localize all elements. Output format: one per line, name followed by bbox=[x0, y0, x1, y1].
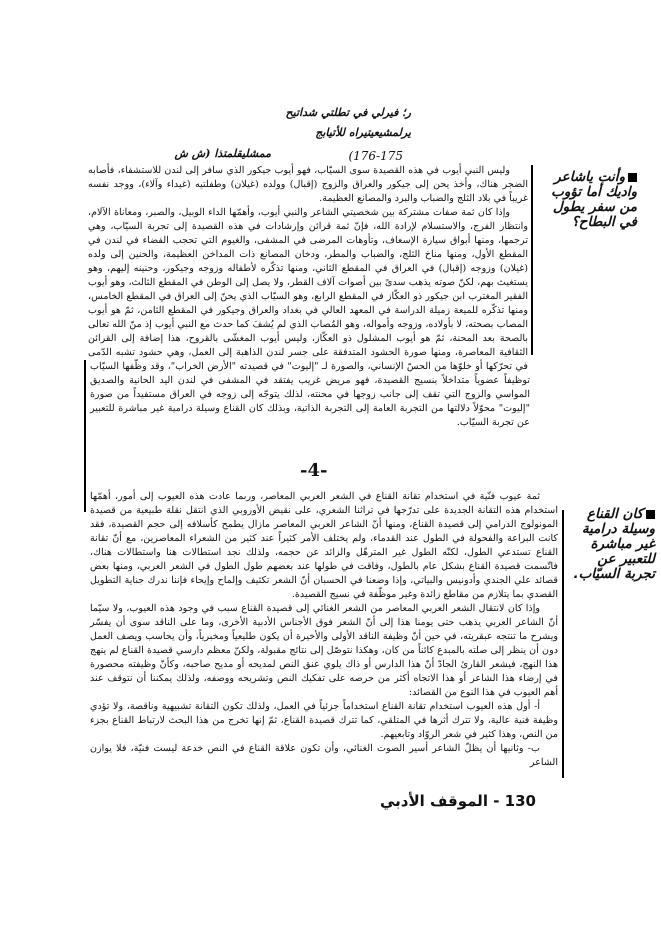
square-bullet-icon bbox=[646, 510, 655, 519]
page-footer bbox=[380, 792, 536, 810]
sidebar-quote-2: كان القناع وسيلة درامية غير مباشرة للتعبير عن تجربة السيّاب. bbox=[573, 506, 655, 582]
margin-rule-1 bbox=[531, 165, 533, 355]
sidebar-quote-1: وأنت ياشاعر واديك أما تؤوب من سفر يطول في البطاح؟ bbox=[551, 169, 637, 230]
paragraph-7: ب- وثانيها أن يظلّ الشاعر أسير الصوت الغنائي، وأن تكون علاقة القناع في النص خدعة ليست فنيّة، فلا يوازن الشاعر bbox=[90, 743, 558, 768]
footer-separator: - bbox=[493, 792, 500, 810]
footer-journal-name: الموقف الأدبي bbox=[380, 792, 488, 810]
paragraph-1: وليس النبي أيوب في هذه القصيدة سوى السيّاب، فهو أيوب جيكور الذي سافر إلى لندن للاستشفاء، فأصابه الضجر هناك، وأخذ يحن إلى جيكور والعراق والزوج (إقبال) وولده (غيلان) وطفلتيه (غيداء وآلاء)، ووجد نفسه غريباً في بلاد الثلج والضباب والبرد والمصانع العظيمة. bbox=[88, 165, 528, 204]
paragraph-2: وإذا كان ثمة صفات مشتركة بين شخصيتي الشاعر والنبي أيوب، وأهمّها الداء الوبيل، والصبر، ومعاناة الآلام، وانتظار الفرج، والاستسلام لإرادة الله، فإنّ ثمة قرائن وإرشادات في هذه القصيدة إلى تجربة السيّاب، وهي ترجمها، ومنها أبواق سيارة الإسعاف، وتأوهات المرضى في المشفى، والغيوم التي تحجب الفضاء في لندن في المقطع الأول، ومنها مناخ الثلج، والضباب والمطر، ودخان المصانع ذات المداخن العظيمة، والحنين إلى ولده (غيلان) وزوجه (إقبال) في العراق في المقطع الثاني، ومنها تذكّره لأطفاله وزوجه وجيكور، وحنينه إليهم، وهو يستغيث بهم، لكنّ صوته يذهب سدىً بين أصوات آلاف القطر، ولا يصل إلى الوطن في المقطع الثالث، وهو أيوب الفقير المغترب ابن جيكور ذو العكّاز في المقطع الرابع، وهو السيّاب الذي يحنّ إلى العراق في المقطع الخامس، ومنها تذكّره للميعة زميلة الدراسة في المعهد العالي في بغداد والعراق وجيكور في المقطع الثامن، ثمّ هو أيوب المصاب بصحته، لا بأولاده، وزوجه وأمواله، وهو المُصاب الذي لم يُشفَ كما حدث مع النبي أيوب إذ منّ الله تعالى بالصحة بعد المحنة، ثمّ هو أيوب المشلول ذو العكّاز، وليس أيوب المغشّى بالقروح، هذا إضافة إلى القرائن الثقافية المعاصرة، ومنها صورة الحشود المتدفقة على جسر لندن الذاهبة إلى العمل، وهي حشود تشبه الدّمى في bbox=[88, 207, 528, 372]
margin-rule-3 bbox=[562, 510, 564, 778]
paragraph-3: تحرّكها أو خلوّها من الحسّ الإنساني، والصورة لـ "إليوت" في قصيدته "الأرض الخراب"، وقد وظّفها السيّاب توظيفاً عضوياً متداخلاً بنسيج القصيدة، فهو مريض غريب يفتقد في المشفى في لندن اليد الحانية والصديق المواسي والزوج التي تقف إلى جانب زوجها في محنته، لذلك يتوجّه إلى زوجه في العراق مستفيداً من صورة "إليوت" محوّلاً دلالتها من التجربة العامة إلى التجربة الذاتية، وبذلك كان القناع وسيلة درامية غير مباشرة للتعبير عن تجربة السيّاب. bbox=[90, 361, 530, 428]
square-bullet-icon bbox=[628, 173, 637, 182]
margin-rule-2 bbox=[84, 360, 86, 512]
body-column-top bbox=[88, 164, 528, 374]
body-column-middle bbox=[90, 360, 530, 430]
section-number: -4- bbox=[300, 460, 328, 481]
paragraph-4: ثمة عيوب فنّية في استخدام تقانة القناع في الشعر العربي المعاصر، وربما عادت هذه العيوب إلى أمور، أهمّها استخدام هذه التقانة الجديدة على تدرّجها في تراثنا الشعري، على نقيض الأوروبي الذي انتقل نقلة طبيعية من قصيدة المونولوج الدرامي إلى قصيدة القناع، ومنها أنّ الشاعر العربي المعاصر مازال يطمح كأسلافه إلى حجم القصيدة، فقد كانت البراعة والفحولة في الطول عند القدماء، ولم يختلف الأمر كثيراً عند كثير من الشعراء المعاصرين، مع أنّ تقانة القناع تستدعي الطول، لكنّه الطول غير المترهّل والزائد عن حجمه، ولذلك نجد استطالات هنا واستطالات هناك، فاتّسمت قصيدة القناع بشكل عام بالطول، وفاقت في طولها عند بعضهم طول الطول في الشعر العربي، ومنها بعض قصائد علي الجندي وأدونيس والبياتي، وإذا وضعنا في الحسبان أنّ الشعر تكثيف وإلماح وإيحاء فإننا ندرك جناية التطويل القصدي بما يتلازم من مقاطع زائدة وغير موظّفة في نسيج القصيدة. bbox=[90, 491, 558, 600]
paragraph-6: أ- أول هذه العيوب استخدام تقانة القناع استخداماً جزئياً في العمل، ولذلك تكون التقانة تشبيهية وناقصة، ولا تؤدي وظيفة فنية عالية، ولا تترك أثرها في المتلقي، كما تترك قصيدة القناع، ثمّ إنها تخرج من هذا البحث لارتباط القناع بجزء من النص، وهذا كثير في شعر الروّاد وتابعيهم. bbox=[90, 701, 558, 740]
footer-page-number: 130 bbox=[504, 792, 536, 810]
paragraph-5: وإذا كان لانتقال الشعر العربي المعاصر من الشعر الغنائي إلى قصيدة القناع سبب في وجود هذه العيوب، ولا سيّما أنّ الشاعر العربي يذهب حتى يومنا هذا إلى أنّ الشعر فوق الأجناس الأدبية الأخرى، وما على الناقد سوى أن يفسّر ويشرح ما تنتجه عبقريته، في حين أنّ وظيفة الناقد الأولى والأخيرة أن يكون طليعياً ومخبرياً، وأن يحاسب ويصف العمل دون أن ينظر إلى صلته بالمبدع كائناً من كان، وهكذا نتوصّل إلى نتائج مقبولة، ولكنّ معظم دارسي قصيدة القناع لم ينهج هذا النهج، فيشعر القارئ الجادّ أنّ هذا الدارس أو ذاك يلوي عنق النص لمديحه أو مديح صاحبه، وكأنّ وظيفته محصورة في إرضاء هذا الشاعر أو هذا الاتجاه أكثر من حرصه على تفكيك النص وتشريحه ووصفه، ولذلك يمكننا أن نتوقف عند أهم العيوب في هذا النوع من القصائد: bbox=[90, 603, 558, 698]
body-column-bottom bbox=[90, 490, 558, 770]
header-pages: 176-175) bbox=[348, 149, 403, 163]
header-line-2: يرلمشيعيتيراه للأتيابج bbox=[315, 126, 411, 139]
header-line-1: ر؛ فيرلي في تطلتي شداتيح bbox=[285, 106, 411, 119]
header-line-3: ممشليقلمتذا (ش ش bbox=[174, 147, 271, 160]
